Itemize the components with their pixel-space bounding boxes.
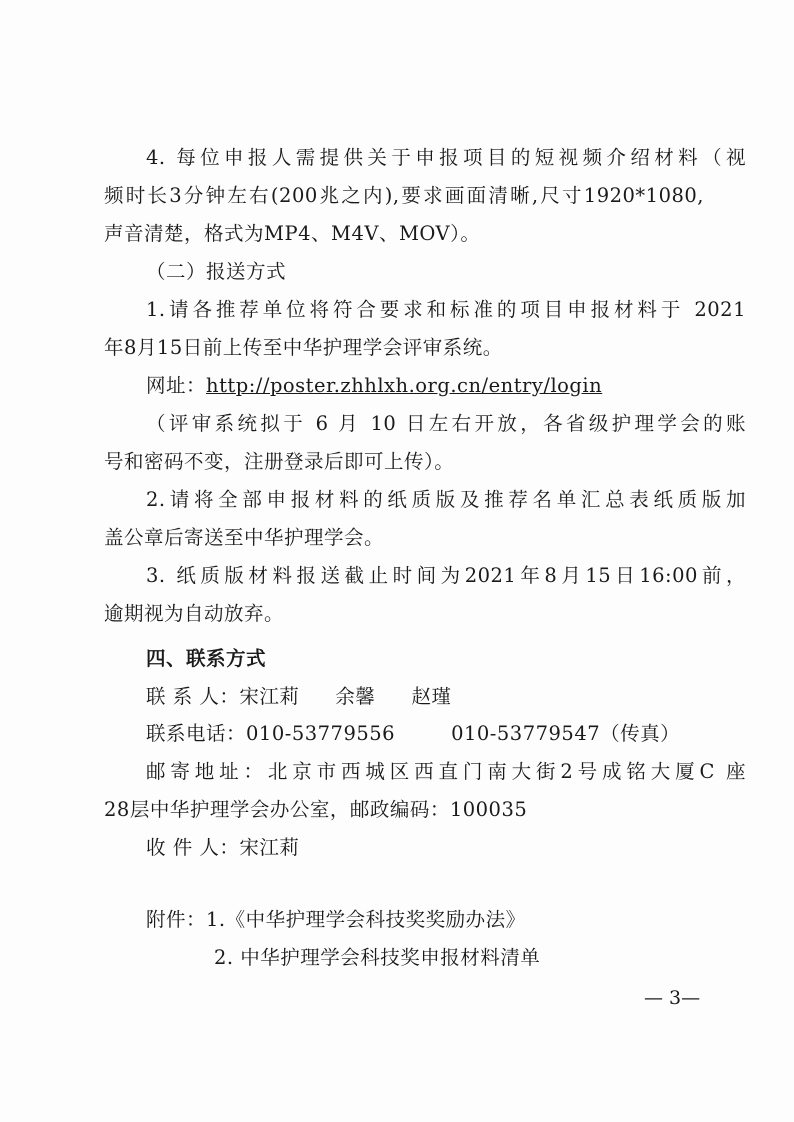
item4-line1: 4. 每位申报人需提供关于申报项目的短视频介绍材料（视 bbox=[146, 146, 746, 169]
contact-phone-line bbox=[146, 719, 746, 749]
contact-person-3: 赵瑾 bbox=[411, 685, 452, 708]
attachment-item-2: 2. 中华护理学会科技奖申报材料清单 bbox=[214, 946, 541, 969]
contact-heading: 四、联系方式 bbox=[146, 647, 267, 670]
note-line1: （评审系统拟于 6 月 10 日左右开放，各省级护理学会的账 bbox=[146, 412, 746, 435]
contact-address-text1: 北京市西城区西直门南大街2号成铭大厦C 座 bbox=[267, 760, 746, 783]
attachment-item-1: 1.《中华护理学会科技奖奖励办法》 bbox=[206, 908, 526, 931]
s2-item3-line1: 3. 纸质版材料报送截止时间为2021年8月15日16:00前， bbox=[146, 564, 746, 587]
s2-item2-line2: 盖公章后寄送至中华护理学会。 bbox=[104, 526, 385, 549]
item4-line2: 频时长3分钟左右(200兆之内),要求画面清晰,尺寸1920*1080, bbox=[104, 184, 704, 207]
contact-person-label: 联 系 人： bbox=[146, 685, 240, 708]
contact-person-line bbox=[146, 682, 746, 712]
contact-address-line2: 28层中华护理学会办公室，邮政编码：100035 bbox=[104, 798, 528, 821]
contact-address-label: 邮寄地址： bbox=[146, 760, 268, 783]
s2-item1-line1: 1.请各推荐单位将符合要求和标准的项目申报材料于 2021 bbox=[146, 298, 746, 321]
page-number: — 3— bbox=[644, 987, 701, 1009]
contact-recipient-line bbox=[146, 833, 746, 863]
item4-line3: 声音清楚，格式为MP4、M4V、MOV）。 bbox=[104, 222, 481, 245]
attachment-line1 bbox=[146, 905, 746, 935]
s2-item2-line1: 2.请将全部申报材料的纸质版及推荐名单汇总表纸质版加 bbox=[146, 488, 746, 511]
url-link[interactable]: http://poster.zhhlxh.org.cn/entry/login bbox=[206, 374, 603, 397]
contact-person-2: 余馨 bbox=[335, 685, 376, 708]
url-line bbox=[146, 371, 746, 401]
contact-phone-1: 010-53779556 bbox=[246, 722, 396, 745]
contact-recipient: 宋江莉 bbox=[239, 836, 300, 859]
contact-address-line1 bbox=[146, 757, 746, 787]
contact-recipient-label: 收 件 人： bbox=[146, 836, 240, 859]
note-line2: 号和密码不变，注册登录后即可上传）。 bbox=[104, 450, 455, 473]
contact-phone-label: 联系电话： bbox=[146, 722, 247, 745]
section2-title: （二）报送方式 bbox=[146, 260, 287, 283]
attachment-label: 附件： bbox=[146, 908, 207, 931]
s2-item1-line2: 年8月15日前上传至中华护理学会评审系统。 bbox=[104, 336, 503, 359]
contact-phone-2: 010-53779547（传真） bbox=[451, 722, 681, 745]
contact-person-1: 宋江莉 bbox=[239, 685, 300, 708]
url-label: 网址： bbox=[146, 374, 207, 397]
s2-item3-line2: 逾期视为自动放弃。 bbox=[104, 602, 285, 625]
